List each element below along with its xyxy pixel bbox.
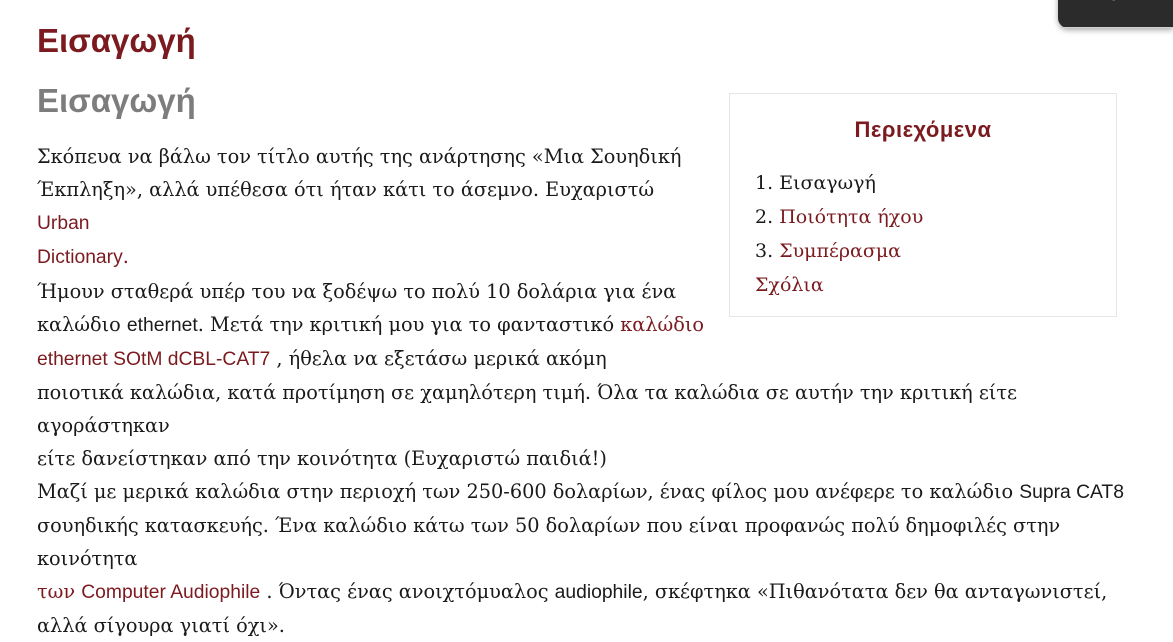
- sotm-cable-link[interactable]: καλώδιο ethernet SOtM dCBL-CAT7: [37, 313, 704, 370]
- computer-audiophile-link[interactable]: των Computer Audiophile: [37, 580, 261, 603]
- toc-title: Περιεχόμενα: [854, 117, 992, 142]
- toc-item-label[interactable]: Ποιότητα ήχου: [779, 206, 924, 228]
- topbar-text: [1088, 0, 1140, 1]
- page-heading: Εισαγωγή: [37, 22, 196, 59]
- top-overlay-bar: [1058, 0, 1173, 28]
- toc-item-label[interactable]: Συμπέρασμα: [779, 240, 901, 262]
- urban-dictionary-link[interactable]: Urban Dictionary: [37, 213, 123, 268]
- toc-item-sound-quality[interactable]: 2. Ποιότητα ήχου: [755, 206, 924, 228]
- divider-line: [1060, 27, 1173, 28]
- toc-item-conclusion[interactable]: 3. Συμπέρασμα: [755, 240, 901, 262]
- section-heading: Εισαγωγή: [37, 82, 196, 119]
- paragraph-intro: Σκόπευα να βάλω τον τίτλο αυτής της ανάρτησης «Μια Σουηδική Έκπληξη», αλλά υπέθεσα ότι ήταν κάτι το άσεμνο. Ευχαριστώ Urban Dictionary.: [37, 145, 682, 268]
- paragraph-supra: Μαζί με μερικά καλώδια στην περιοχή των 250-600 δολαρίων, ένας φίλος μου ανέφερε το καλώδιο Supra CAT8 σουηδικής κατασκευής. Ένα καλώδιο κάτω των 50 δολαρίων που είναι προφανώς πολύ δημοφιλές στην κοινότητα των Computer Audiophile . Όντας ένας ανοιχτόμυαλος audiophile, σκέφτηκα «Πιθανότατα δεν θα ανταγωνιστεί, αλλά σίγουρα γιατί όχι».: [37, 480, 1124, 637]
- toc-item-label[interactable]: Σχόλια: [755, 274, 824, 296]
- toc-item-intro[interactable]: 1. Εισαγωγή: [755, 172, 876, 194]
- toc-item-label[interactable]: Εισαγωγή: [779, 172, 876, 194]
- paragraph-ethernet: Ήμουν σταθερά υπέρ του να ξοδέψω το πολύ 10 δολάρια για ένα καλώδιο ethernet. Μετά την κριτική μου για το φανταστικό καλώδιο ethernet SOtM dCBL-CAT7 , ήθελα να εξετάσω μερικά ακόμη ποιοτικά καλώδια, κατά προτίμηση σε χαμηλότερη τιμή. Όλα τα καλώδια σε αυτήν την κριτική είτε αγοράστηκαν είτε δανείστηκαν από την κοινότητα (Ευχαριστώ παιδιά!): [37, 280, 1018, 470]
